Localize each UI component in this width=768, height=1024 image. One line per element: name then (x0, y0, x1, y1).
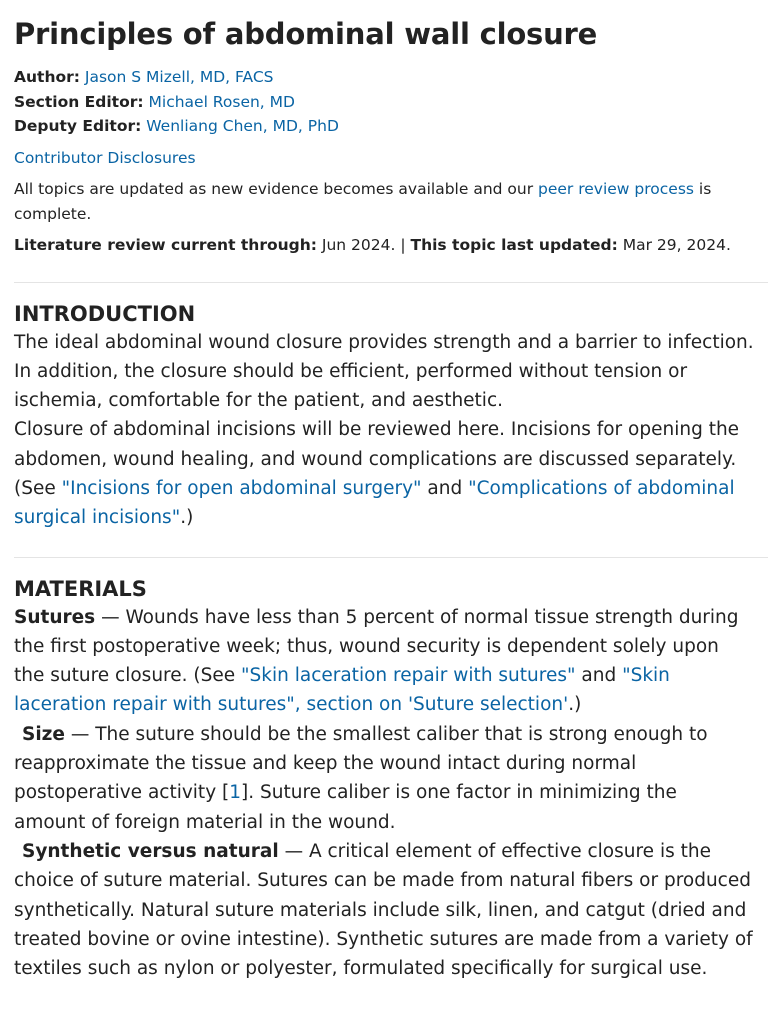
complications-link[interactable]: "Complications of abdominal surgical incisions" (14, 477, 735, 529)
update-notice-end: is complete. (14, 180, 712, 223)
last-updated-label: This topic last updated: (410, 236, 618, 254)
literature-review-value: Jun 2024. | (316, 236, 411, 254)
and-text: and (575, 665, 623, 687)
section-editor-link[interactable]: Michael Rosen, MD (148, 92, 295, 111)
introduction-paragraph-2 (14, 415, 754, 532)
sutures-text: — Wounds have less than 5 percent of normal tissue strength during the first postoperative week; thus, wound security is dependent solely upon the suture closure. (See (14, 606, 739, 687)
suture-selection-link[interactable]: "Skin laceration repair with sutures", section on 'Suture selection' (14, 665, 670, 716)
divider (14, 282, 768, 283)
update-notice (14, 177, 754, 226)
size-text-end: ]. Suture caliber is one factor in minimizing the amount of foreign material in the wound. (14, 782, 677, 833)
paragraph-end: .) (180, 507, 194, 529)
author-link[interactable]: Jason S Mizell, MD, FACS (84, 68, 274, 86)
paragraph-end: .) (568, 694, 582, 716)
author-block (14, 65, 754, 139)
reference-1-link[interactable]: 1 (229, 782, 242, 804)
author-label: Author: (14, 68, 80, 86)
materials-heading: MATERIALS (14, 576, 147, 601)
divider (14, 557, 768, 558)
section-editor-row (14, 90, 754, 115)
page-title: Principles of abdominal wall closure (14, 17, 598, 51)
and-text: and (421, 477, 469, 499)
review-dates (14, 233, 754, 258)
author-row (14, 65, 754, 90)
size-text: — The suture should be the smallest caliber that is strong enough to reapproximate the tissue and keep the wound intact during normal postoperative activity [ (14, 723, 708, 804)
deputy-editor-label: Deputy Editor: (14, 117, 142, 135)
update-notice-text: All topics are updated as new evidence becomes available and our (14, 180, 539, 198)
size-paragraph (14, 720, 754, 837)
last-updated-value: Mar 29, 2024. (617, 236, 731, 254)
peer-review-link[interactable]: peer review process (538, 180, 694, 198)
section-editor-label: Section Editor: (14, 92, 144, 111)
synthetic-label: Synthetic versus natural (22, 840, 279, 862)
literature-review-label: Literature review current through: (14, 236, 317, 254)
introduction-heading: INTRODUCTION (14, 301, 196, 326)
contributor-disclosures-link[interactable]: Contributor Disclosures (14, 148, 196, 167)
deputy-editor-link[interactable]: Wenliang Chen, MD, PhD (146, 117, 339, 135)
skin-laceration-link[interactable]: "Skin laceration repair with sutures" (241, 665, 576, 687)
synthetic-paragraph (14, 837, 754, 983)
synthetic-text: — A critical element of effective closure is the choice of suture material. Sutures can be made from natural fibers or produced synthetically. Natural suture materials include silk, linen, and catgut (dried and treated bovine or ovine intestine). Synthetic sutures are made from a variety of textiles such as nylon or polyester, formulated specifically for surgical use. (14, 840, 753, 980)
disclosure-row (14, 146, 754, 171)
sutures-label: Sutures (14, 606, 96, 628)
size-label: Size (22, 723, 65, 745)
introduction-paragraph-2-text: Closure of abdominal incisions will be reviewed here. Incisions for opening the abdomen, wound healing, and wound complications are discussed separately. (See (14, 419, 740, 499)
deputy-editor-row (14, 114, 754, 139)
incisions-link[interactable]: "Incisions for open abdominal surgery" (61, 477, 422, 499)
introduction-paragraph-1: The ideal abdominal wound closure provides strength and a barrier to infection. In addition, the closure should be efficient, performed without tension or ischemia, comfortable for the patient, and aesthetic. (14, 331, 754, 412)
sutures-paragraph (14, 603, 754, 720)
